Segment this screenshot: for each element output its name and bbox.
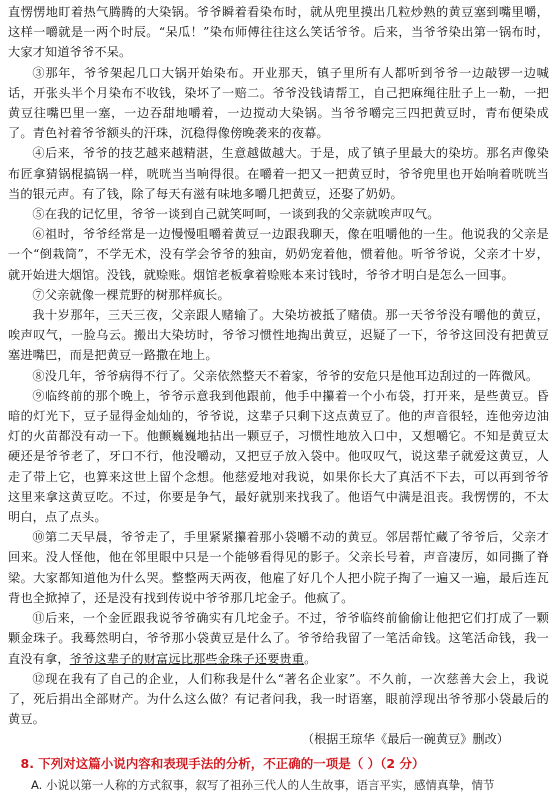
question-8: 8. 下列对这篇小说内容和表现手法的分析，不正确的一项是（ ）（2 分）	[20, 755, 425, 771]
story-paragraph: ⑧没几年，爷爷病得不行了。父亲依然整天不着家，爷爷的安危只是他耳边刮过的一阵微风。	[32, 368, 539, 383]
story-paragraph: ⑩第二天早晨，爷爷走了，手里紧紧攥着那小袋嚼不动的黄豆。邻居帮忙藏了爷爷后，父亲才回来。没人怪他，他在邻里眼中只是一个能够看得见的影子。父亲长号着，声音凄厉，如同撕了脊梁。大家都知道他为什么哭。整整两天两夜，他雇了好几个人把小院子掏了一遍又一遍，最后连瓦背也全掀掉了，还是没有找到传说中爷爷那几坨金子。他疯了。	[8, 530, 549, 605]
story-paragraph: ⑨临终前的那个晚上，爷爷示意我到他跟前，他手中攥着一个小布袋，打开来，是些黄豆。昏暗的灯光下，豆子显得金灿灿的，爷爷说，这辈子只剩下这点黄豆了。他的声音很轻，连他旁边油灯的火苗都没有动一下。他颤巍巍地拈出一颗豆子，习惯性地放入口中，又想嚼它。不知是黄豆太硬还是爷爷老了，牙口不行，他没嚼动，又把豆子放入袋中。他叹叹气，说这辈子就爱这黄豆，人走了带上它，也算来这世上留个念想。他慈爱地对我说，如果你长大了真活不下去，可以再到爷爷这里来拿这黄豆吃。不过，你要是争气，最好就别来找我了。他语气中满是沮丧。我愣愣的，不太明白，点了点头。	[8, 388, 549, 525]
option-a: A. 小说以第一人称的方式叙事，叙写了祖孙三代人的人生故事，语言平实，感情真挚，情节	[31, 777, 495, 792]
story-paragraph: 我十岁那年，三天三夜，父亲跟人赌输了。大染坊被抵了赌债。那一天爷爷没有嚼他的黄豆，唉声叹气，一脸乌云。搬出大染坊时，爷爷习惯性地掏出黄豆，迟疑了一下，爷爷这回没有把黄豆塞进嘴巴，而是把黄豆一路撒在地上。	[8, 308, 549, 363]
story-paragraph: ④后来，爷爷的技艺越来越精湛，生意越做越大。于是，成了镇子里最大的染坊。那名声像染布匠拿猜锅棍搞锅一样，咣咣当当响得很。在嚼着一把又一把黄豆时，爷爷兜里也开始响着咣咣当当的银元声。有了钱，除了每天有滋有味地多嚼几把黄豆，还娶了奶奶。	[8, 146, 549, 201]
story-paragraph: 直愣愣地盯着热气腾腾的大染锅。爷爷瞬着看染布时，就从兜里摸出几粒炒熟的黄豆塞到嘴里嚼，这样一嚼就是一两个时辰。“呆瓜！”染布师傅往往这么笑话爷爷。后来，当爷爷染出第一锅布时，大家才知道爷爷不呆。	[8, 5, 549, 60]
story-paragraph: ③那年，爷爷架起几口大锅开始染布。开业那天，镇子里所有人都听到爷爷一边敲锣一边喊话，开张头半个月染布不收钱，染坏了一赔二。爷爷没钱请帮工，自己把麻绳往肚子上一勒，一把黄豆往嘴巴里一塞，一边吞甜地嚼着，一边搅动大染锅。当爷爷嚼完三四把黄豆时，青布便染成了。青色衬着爷爷额头的汗珠，沉稳得像傍晚袭来的夜幕。	[8, 65, 549, 141]
source-citation: （根据王琼华《最后一碗黄豆》删改）	[301, 732, 509, 747]
underlined-sentence: 爷爷这辈子的财富远比那些金珠子还要贵重	[69, 651, 305, 666]
story-paragraph: ⑪后来，一个金匠跟我说爷爷确实有几坨金子。不过，爷爷临终前偷偷让他把它们打成了一颗颗金珠子。我蓦然明白，爷爷那小袋黄豆是什么了。爷爷给我留了一笔活命钱。这笔活命钱，我一直没有拿，爷爷这辈子的财富远比那些金珠子还要贵重。	[8, 611, 549, 666]
story-paragraph: ⑥祖时，爷爷经常是一边慢慢咀嚼着黄豆一边跟我聊天，像在咀嚼他的一生。他说我的父亲是一个“倒栽筒”，不学无术，没有学会爷爷的独亩，奶奶宠着他，惯着他。听爷爷说，父亲才十岁，就开始进大烟馆。没钱，就赊账。烟馆老板拿着赊账本来讨钱时，爷爷才明白是怎么一回事。	[8, 227, 549, 282]
story-paragraph: ⑫现在我有了自己的企业，人们称我是什么“著名企业家”。不久前，一次慈善大会上，我说了，死后捐出全部财产。为什么这么做？有记者问我，我一时语塞，眼前浮现出爷爷那小袋最后的黄豆。	[8, 671, 549, 727]
story-text	[8, 2, 549, 729]
story-paragraph: ⑦父亲就像一棵荒野的树那样疯长。	[32, 287, 230, 302]
story-paragraph: ⑤在我的记忆里，爷爷一谈到自己就笑呵呵，一谈到我的父亲就唉声叹气。	[32, 207, 440, 222]
